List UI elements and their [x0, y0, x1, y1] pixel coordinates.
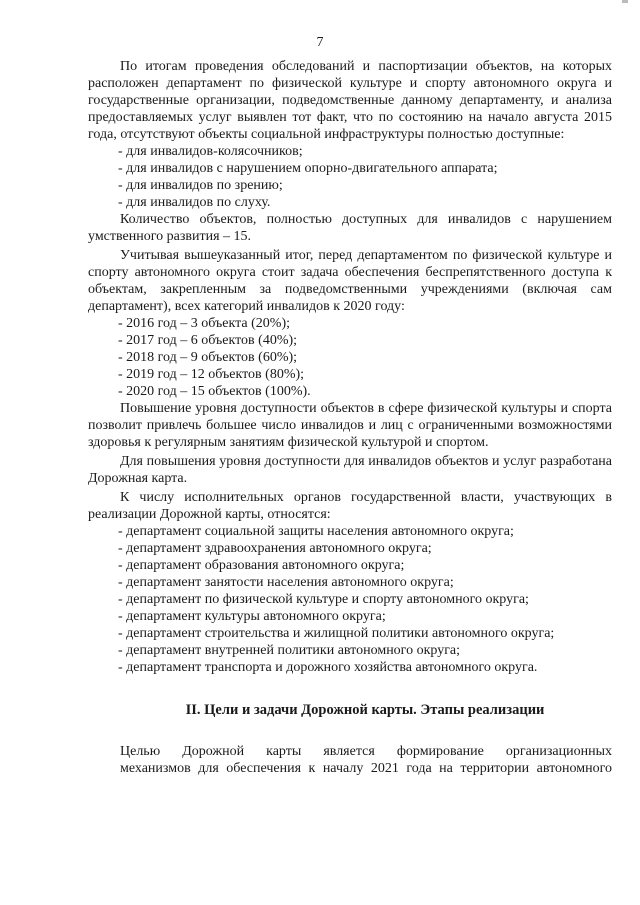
list-item: - департамент по физической культуре и спорту автономного округа;	[118, 592, 529, 607]
paragraph-roadmap: Для повышения уровня доступности для инвалидов объектов и услуг разработана Дорожная карта.	[88, 454, 612, 486]
list-item: - 2017 год – 6 объектов (40%);	[118, 333, 298, 348]
document-body	[88, 58, 612, 777]
paragraph-task: Учитывая вышеуказанный итог, перед департаментом по физической культуре и спорту автономного округа стоит задача обеспечения беспрепятственного доступа к объектам, закрепленным за подведомственными учреждениями (включая сам департамент), всех категорий инвалидов к 2020 году:	[88, 248, 612, 314]
paragraph-accessibility-increase: Повышение уровня доступности объектов в сфере физической культуры и спорта позволит привлечь большее число инвалидов и лиц с ограниченными возможностями здоровья к регулярным занятиям физической культурой и спортом.	[88, 401, 612, 450]
list-item: - департамент строительства и жилищной политики автономного округа;	[118, 626, 555, 641]
paragraph-goal-line: Целью Дорожной карты является формирование организационных	[120, 744, 612, 759]
list-item: - департамент транспорта и дорожного хозяйства автономного округа.	[118, 660, 538, 675]
list-item: - для инвалидов с нарушением опорно-двигательного аппарата;	[118, 161, 498, 176]
paragraph-survey-results: По итогам проведения обследований и паспортизации объектов, на которых расположен департамент по физической культуре и спорту автономного округа и государственные организации, подведомственные данному департаменту, и анализа предоставляемых услуг выявлен тот факт, что по состоянию на начало августа 2015 года, отсутствуют объекты социальной инфраструктуры полностью доступные:	[88, 59, 612, 142]
list-item: - для инвалидов по слуху.	[118, 195, 271, 210]
list-disability-categories	[88, 143, 612, 211]
list-item: - для инвалидов по зрению;	[118, 178, 283, 193]
list-departments	[88, 523, 612, 676]
page-number: 7	[316, 35, 324, 50]
paragraph-executive-bodies: К числу исполнительных органов государственной власти, участвующих в реализации Дорожной карты, относятся:	[88, 490, 612, 522]
list-item: - 2020 год – 15 объектов (100%).	[118, 384, 311, 399]
list-item: - департамент культуры автономного округа;	[118, 609, 386, 624]
paragraph-accessible-count: Количество объектов, полностью доступных для инвалидов с нарушением умственного развития – 15.	[88, 212, 612, 244]
list-item: - 2019 год – 12 объектов (80%);	[118, 367, 305, 382]
scan-mark	[622, 0, 628, 3]
list-item: - департамент внутренней политики автономного округа;	[118, 643, 461, 658]
list-item: - департамент занятости населения автономного округа;	[118, 575, 454, 590]
paragraph-goal-line: механизмов для обеспечения к началу 2021 года на территории автономного	[120, 761, 612, 776]
list-item: - 2018 год – 9 объектов (60%);	[118, 350, 298, 365]
list-item: - 2016 год – 3 объекта (20%);	[118, 316, 290, 331]
list-item: - для инвалидов-колясочников;	[118, 144, 303, 159]
section-heading: II. Цели и задачи Дорожной карты. Этапы реализации	[185, 702, 545, 718]
list-item: - департамент здравоохранения автономного округа;	[118, 541, 432, 556]
list-yearly-targets	[88, 315, 612, 400]
list-item: - департамент образования автономного округа;	[118, 558, 405, 573]
list-item: - департамент социальной защиты населения автономного округа;	[118, 524, 514, 539]
paragraph-goal	[88, 743, 612, 777]
